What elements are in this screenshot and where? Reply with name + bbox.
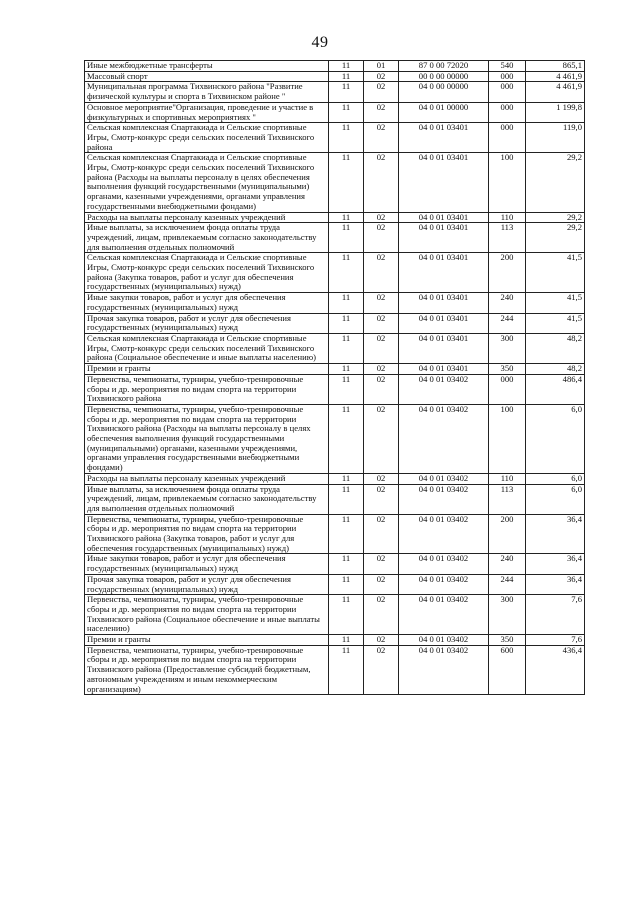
subsection-code-cell: 02	[364, 484, 399, 514]
expense-type-cell: 000	[489, 102, 526, 122]
expense-type-cell: 240	[489, 293, 526, 313]
amount-cell: 41,5	[526, 253, 585, 293]
expense-name-cell: Иные выплаты, за исключением фонда оплаты труда учреждений, лицам, привлекаемым согласно законодательству для выполнения отдельных полномочий	[85, 223, 329, 253]
target-article-cell: 04 0 01 03402	[399, 554, 489, 574]
section-code-cell: 11	[329, 123, 364, 153]
table-row	[85, 102, 585, 122]
expense-type-cell: 113	[489, 223, 526, 253]
section-code-cell: 11	[329, 293, 364, 313]
table-row	[85, 153, 585, 212]
target-article-cell: 04 0 01 03401	[399, 313, 489, 333]
subsection-code-cell: 02	[364, 253, 399, 293]
target-article-cell: 04 0 01 00000	[399, 102, 489, 122]
subsection-code-cell: 02	[364, 223, 399, 253]
subsection-code-cell: 02	[364, 574, 399, 594]
subsection-code-cell: 02	[364, 374, 399, 404]
expense-name-cell: Премии и гранты	[85, 635, 329, 646]
table-row	[85, 293, 585, 313]
section-code-cell: 11	[329, 473, 364, 484]
budget-table-body	[85, 61, 585, 695]
subsection-code-cell: 02	[364, 635, 399, 646]
table-row	[85, 333, 585, 363]
section-code-cell: 11	[329, 313, 364, 333]
expense-type-cell: 100	[489, 153, 526, 212]
expense-type-cell: 110	[489, 473, 526, 484]
expense-name-cell: Прочая закупка товаров, работ и услуг для обеспечения государственных (муниципальных) нужд	[85, 574, 329, 594]
expense-type-cell: 000	[489, 374, 526, 404]
section-code-cell: 11	[329, 554, 364, 574]
amount-cell: 6,0	[526, 404, 585, 473]
target-article-cell: 04 0 01 03402	[399, 484, 489, 514]
expense-name-cell: Расходы на выплаты персоналу казенных учреждений	[85, 473, 329, 484]
subsection-code-cell: 02	[364, 404, 399, 473]
amount-cell: 119,0	[526, 123, 585, 153]
target-article-cell: 04 0 01 03401	[399, 293, 489, 313]
section-code-cell: 11	[329, 102, 364, 122]
section-code-cell: 11	[329, 253, 364, 293]
section-code-cell: 11	[329, 333, 364, 363]
table-row	[85, 595, 585, 635]
section-code-cell: 11	[329, 364, 364, 375]
expense-type-cell: 000	[489, 82, 526, 102]
target-article-cell: 04 0 01 03401	[399, 153, 489, 212]
section-code-cell: 11	[329, 635, 364, 646]
amount-cell: 48,2	[526, 364, 585, 375]
target-article-cell: 04 0 01 03402	[399, 574, 489, 594]
target-article-cell: 04 0 01 03401	[399, 212, 489, 223]
expense-type-cell: 110	[489, 212, 526, 223]
amount-cell: 6,0	[526, 484, 585, 514]
table-row	[85, 514, 585, 554]
subsection-code-cell: 02	[364, 102, 399, 122]
amount-cell: 36,4	[526, 574, 585, 594]
expense-type-cell: 100	[489, 404, 526, 473]
section-code-cell: 11	[329, 574, 364, 594]
subsection-code-cell: 01	[364, 61, 399, 72]
amount-cell: 1 199,8	[526, 102, 585, 122]
table-row	[85, 61, 585, 72]
amount-cell: 36,4	[526, 554, 585, 574]
table-row	[85, 574, 585, 594]
expense-name-cell: Основное мероприятие"Организация, проведение и участие в физкультурных и спортивных мероприятиях "	[85, 102, 329, 122]
table-row	[85, 473, 585, 484]
amount-cell: 29,2	[526, 153, 585, 212]
section-code-cell: 11	[329, 153, 364, 212]
target-article-cell: 04 0 01 03402	[399, 514, 489, 554]
target-article-cell: 04 0 01 03402	[399, 473, 489, 484]
expense-type-cell: 113	[489, 484, 526, 514]
expense-name-cell: Массовый спорт	[85, 71, 329, 82]
subsection-code-cell: 02	[364, 595, 399, 635]
subsection-code-cell: 02	[364, 212, 399, 223]
expense-type-cell: 200	[489, 514, 526, 554]
table-row	[85, 212, 585, 223]
subsection-code-cell: 02	[364, 645, 399, 695]
subsection-code-cell: 02	[364, 364, 399, 375]
table-row	[85, 223, 585, 253]
section-code-cell: 11	[329, 595, 364, 635]
expense-name-cell: Сельская комплексная Спартакиада и Сельские спортивные Игры, Смотр-конкурс среди сельских поселений Тихвинского района (Закупка товаров, работ и услуг для обеспечения государственных (муниципальных) нужд)	[85, 253, 329, 293]
expense-type-cell: 300	[489, 333, 526, 363]
amount-cell: 36,4	[526, 514, 585, 554]
subsection-code-cell: 02	[364, 293, 399, 313]
amount-cell: 865,1	[526, 61, 585, 72]
expense-type-cell: 200	[489, 253, 526, 293]
section-code-cell: 11	[329, 212, 364, 223]
target-article-cell: 04 0 01 03401	[399, 364, 489, 375]
section-code-cell: 11	[329, 223, 364, 253]
expense-type-cell: 540	[489, 61, 526, 72]
table-row	[85, 123, 585, 153]
table-row	[85, 82, 585, 102]
subsection-code-cell: 02	[364, 473, 399, 484]
expense-name-cell: Первенства, чемпионаты, турниры, учебно-тренировочные сборы и др. мероприятия по видам спорта на территории Тихвинского района	[85, 374, 329, 404]
amount-cell: 4 461,9	[526, 82, 585, 102]
section-code-cell: 11	[329, 82, 364, 102]
expense-name-cell: Иные выплаты, за исключением фонда оплаты труда учреждений, лицам, привлекаемым согласно законодательству для выполнения отдельных полномочий	[85, 484, 329, 514]
table-row	[85, 635, 585, 646]
section-code-cell: 11	[329, 71, 364, 82]
target-article-cell: 04 0 01 03401	[399, 223, 489, 253]
expense-type-cell: 240	[489, 554, 526, 574]
table-row	[85, 374, 585, 404]
section-code-cell: 11	[329, 374, 364, 404]
amount-cell: 7,6	[526, 595, 585, 635]
expense-name-cell: Иные межбюджетные трансферты	[85, 61, 329, 72]
amount-cell: 29,2	[526, 212, 585, 223]
section-code-cell: 11	[329, 61, 364, 72]
amount-cell: 436,4	[526, 645, 585, 695]
subsection-code-cell: 02	[364, 554, 399, 574]
section-code-cell: 11	[329, 645, 364, 695]
target-article-cell: 04 0 01 03402	[399, 635, 489, 646]
expense-name-cell: Сельская комплексная Спартакиада и Сельские спортивные Игры, Смотр-конкурс среди сельских поселений Тихвинского района (Социальное обеспечение и иные выплаты населению)	[85, 333, 329, 363]
section-code-cell: 11	[329, 514, 364, 554]
target-article-cell: 87 0 00 72020	[399, 61, 489, 72]
subsection-code-cell: 02	[364, 153, 399, 212]
section-code-cell: 11	[329, 404, 364, 473]
target-article-cell: 00 0 00 00000	[399, 71, 489, 82]
table-row	[85, 253, 585, 293]
expense-type-cell: 300	[489, 595, 526, 635]
expense-name-cell: Иные закупки товаров, работ и услуг для обеспечения государственных (муниципальных) нужд	[85, 293, 329, 313]
table-row	[85, 404, 585, 473]
target-article-cell: 04 0 01 03401	[399, 123, 489, 153]
expense-name-cell: Первенства, чемпионаты, турниры, учебно-тренировочные сборы и др. мероприятия по видам спорта на территории Тихвинского района (Закупка товаров, работ и услуг для обеспечения государственных (муниципальных) нужд)	[85, 514, 329, 554]
expense-name-cell: Расходы на выплаты персоналу казенных учреждений	[85, 212, 329, 223]
expense-name-cell: Прочая закупка товаров, работ и услуг для обеспечения государственных (муниципальных) нужд	[85, 313, 329, 333]
expense-name-cell: Сельская комплексная Спартакиада и Сельские спортивные Игры, Смотр-конкурс среди сельских поселений Тихвинского района	[85, 123, 329, 153]
expense-name-cell: Первенства, чемпионаты, турниры, учебно-тренировочные сборы и др. мероприятия по видам спорта на территории Тихвинского района (Социальное обеспечение и иные выплаты населению)	[85, 595, 329, 635]
table-row	[85, 484, 585, 514]
table-row	[85, 645, 585, 695]
expense-type-cell: 000	[489, 71, 526, 82]
subsection-code-cell: 02	[364, 514, 399, 554]
target-article-cell: 04 0 00 00000	[399, 82, 489, 102]
amount-cell: 7,6	[526, 635, 585, 646]
amount-cell: 486,4	[526, 374, 585, 404]
expense-type-cell: 350	[489, 364, 526, 375]
subsection-code-cell: 02	[364, 123, 399, 153]
target-article-cell: 04 0 01 03402	[399, 645, 489, 695]
subsection-code-cell: 02	[364, 71, 399, 82]
expense-type-cell: 000	[489, 123, 526, 153]
amount-cell: 4 461,9	[526, 71, 585, 82]
target-article-cell: 04 0 01 03402	[399, 404, 489, 473]
target-article-cell: 04 0 01 03401	[399, 333, 489, 363]
target-article-cell: 04 0 01 03402	[399, 374, 489, 404]
expense-type-cell: 350	[489, 635, 526, 646]
table-row	[85, 364, 585, 375]
target-article-cell: 04 0 01 03402	[399, 595, 489, 635]
table-row	[85, 313, 585, 333]
expense-name-cell: Первенства, чемпионаты, турниры, учебно-тренировочные сборы и др. мероприятия по видам спорта на территории Тихвинского района (Предоставление субсидий бюджетным, автономным учреждениям и иным некоммерческим организациям)	[85, 645, 329, 695]
subsection-code-cell: 02	[364, 82, 399, 102]
amount-cell: 41,5	[526, 293, 585, 313]
subsection-code-cell: 02	[364, 333, 399, 363]
expense-type-cell: 600	[489, 645, 526, 695]
section-code-cell: 11	[329, 484, 364, 514]
budget-table	[84, 60, 585, 695]
table-row	[85, 71, 585, 82]
expense-name-cell: Муниципальная программа Тихвинского района "Развитие физической культуры и спорта в Тихвинском районе "	[85, 82, 329, 102]
expense-name-cell: Иные закупки товаров, работ и услуг для обеспечения государственных (муниципальных) нужд	[85, 554, 329, 574]
expense-name-cell: Премии и гранты	[85, 364, 329, 375]
amount-cell: 41,5	[526, 313, 585, 333]
subsection-code-cell: 02	[364, 313, 399, 333]
expense-type-cell: 244	[489, 574, 526, 594]
expense-type-cell: 244	[489, 313, 526, 333]
amount-cell: 48,2	[526, 333, 585, 363]
target-article-cell: 04 0 01 03401	[399, 253, 489, 293]
expense-name-cell: Сельская комплексная Спартакиада и Сельские спортивные Игры, Смотр-конкурс среди сельских поселений Тихвинского района (Расходы на выплаты персоналу в целях обеспечения выполнения функций государственными (муниципальными) органами, казенными учреждениями, органами управления государственными внебюджетными фондами)	[85, 153, 329, 212]
amount-cell: 6,0	[526, 473, 585, 484]
amount-cell: 29,2	[526, 223, 585, 253]
table-row	[85, 554, 585, 574]
expense-name-cell: Первенства, чемпионаты, турниры, учебно-тренировочные сборы и др. мероприятия по видам спорта на территории Тихвинского района (Расходы на выплаты персоналу в целях обеспечения выполнения функций государственными (муниципальными) органами, казенными учреждениями, органами управления государственными внебюджетными фондами)	[85, 404, 329, 473]
page-number: 49	[311, 34, 329, 51]
